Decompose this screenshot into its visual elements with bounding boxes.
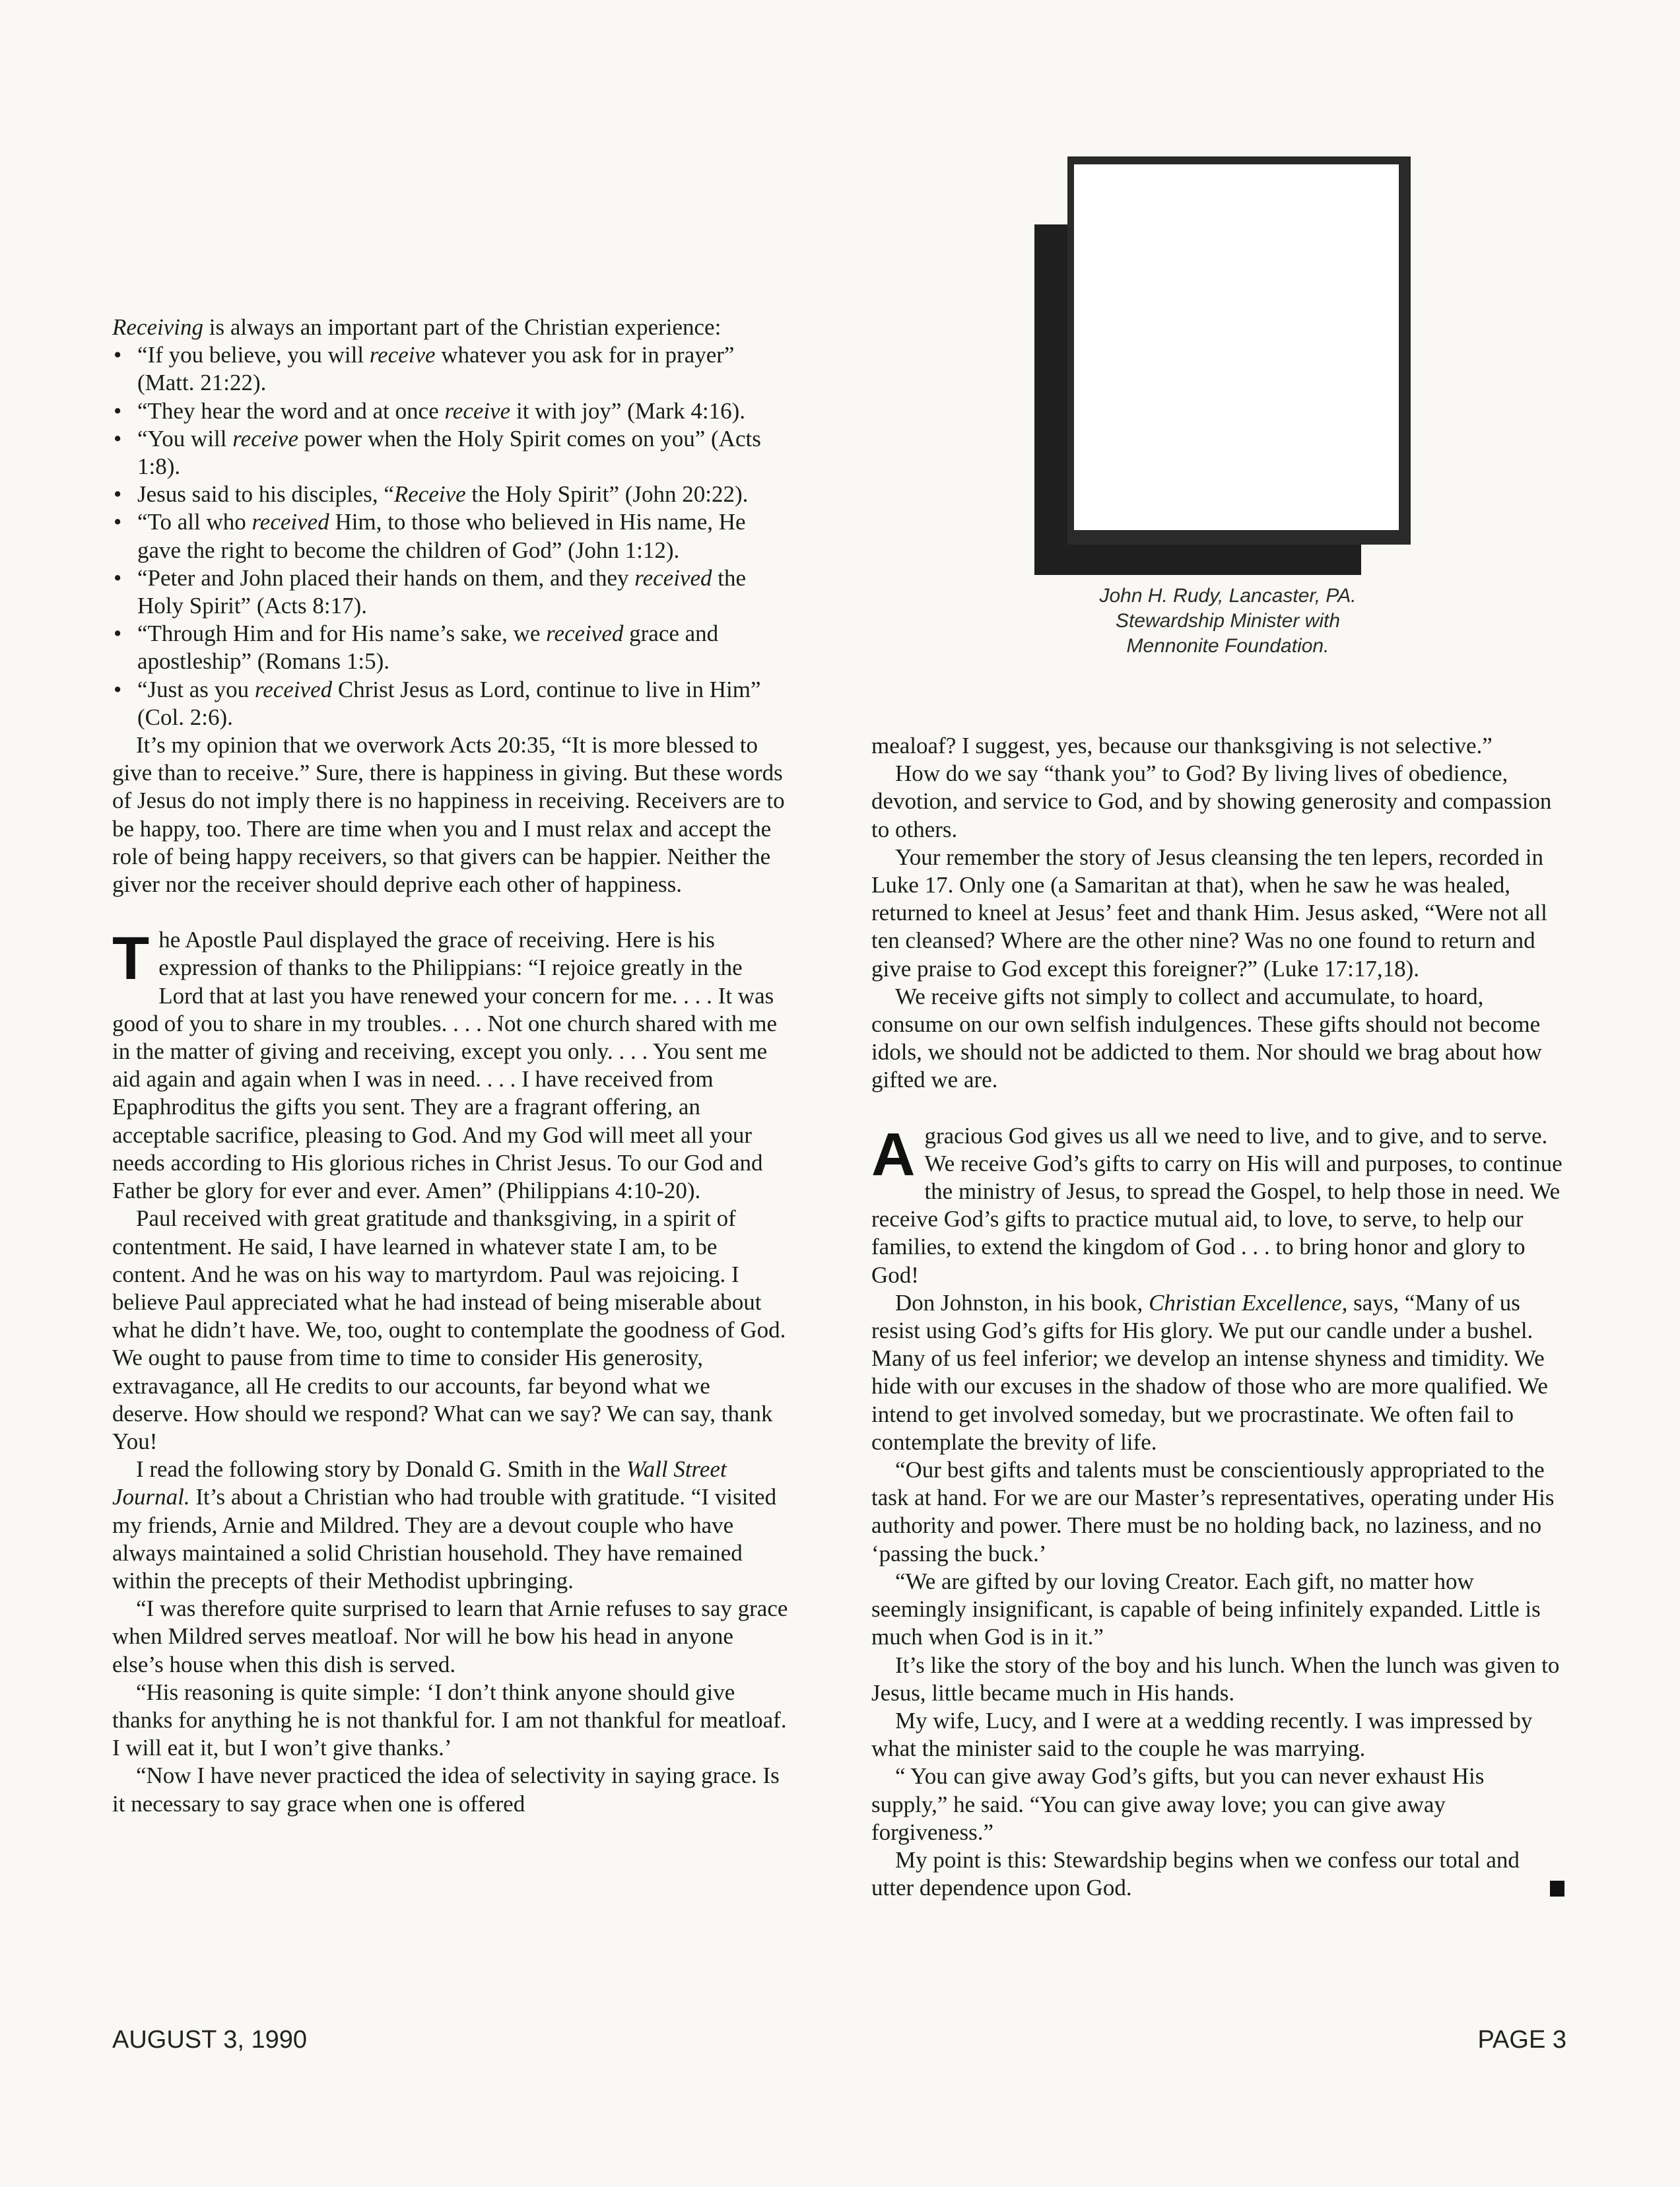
body-paragraph: mealoaf? I suggest, yes, because our thanksgiving is not selective.”	[871, 733, 1493, 758]
body-paragraph-dropcap: The Apostle Paul displayed the grace of receiving. Here is his expression of thanks to the Philippians: “I rejoice greatly in the Lord that at last you have renewed your concern for me. . . . It was good of you to share in my troubles. . . . Not one church shared with me in the matter of giving and receiving, except you only. . . . You sent me aid again and again when I was in need. . . . I have received from Epaphroditus the gifts you sent. They are a fragrant offering, an acceptable sacrifice, pleasing to God. And my God will meet all your needs according to His glorious riches in Christ Jesus. To our God and Father be glory for ever and ever. Amen” (Philippians 4:10-20).	[112, 925, 778, 1204]
footer-date: AUGUST 3, 1990	[112, 2026, 308, 2054]
caption-line: Stewardship Minister with	[1115, 610, 1341, 632]
body-paragraph: I read the following story by Donald G. Smith in the Wall Street Journal. It’s about a Christian who had trouble with gratitude. “I visited my friends, Arnie and Mildred. They are a devout couple who have always maintained a solid Christian household. They have remained within the precepts of their Methodist upbringing.	[112, 1456, 777, 1594]
photo-blank-area	[1074, 164, 1399, 530]
intro-paragraph: Receiving is always an important part of the Christian experience:	[112, 314, 722, 340]
body-paragraph: “Now I have never practiced the idea of selectivity in saying grace. Is it necessary to say grace when one is offered	[112, 1763, 780, 1817]
body-paragraph: Don Johnston, in his book, Christian Excellence, says, “Many of us resist using God’s gifts for His glory. We put our candle under a bushel. Many of us feel inferior; we develop an intense shyness and timidity. We hide with our excuses in the shadow of those who are more qualified. We intend to get involved someday, but we procrastinate. We often fail to contemplate the brevity of life.	[871, 1289, 1548, 1455]
list-item: • “They hear the word and at once receive it with joy” (Mark 4:16).	[112, 397, 789, 425]
left-column	[112, 314, 789, 1818]
body-paragraph-dropcap: Agracious God gives us all we need to live, and to give, and to serve. We receive God’s gifts to carry on His will and purposes, to continue the ministry of Jesus, to spread the Gospel, to help those in need. We receive God’s gifts to practice mutual aid, to love, to serve, to help our families, to extend the kingdom of God . . . to bring honor and glory to God!	[871, 1120, 1562, 1288]
list-item: • “If you believe, you will receive whatever you ask for in prayer” (Matt. 21:22).	[112, 341, 789, 397]
list-item: • Jesus said to his disciples, “Receive the Holy Spirit” (John 20:22).	[112, 481, 789, 508]
body-paragraph: “Our best gifts and talents must be conscientiously appropriated to the task at hand. For we are our Master’s representatives, operating under His authority and power. There must be no holding back, no laziness, and no ‘passing the buck.’	[871, 1457, 1555, 1566]
drop-cap: A	[871, 1120, 916, 1188]
photo-frame	[1067, 156, 1411, 545]
body-paragraph: “We are gifted by our loving Creator. Each gift, no matter how seemingly insignificant, is capable of being infinitely expanded. Little is much when God is in it.”	[871, 1568, 1541, 1650]
list-item: • “Just as you received Christ Jesus as Lord, continue to live in Him” (Col. 2:6).	[112, 676, 789, 731]
body-paragraph: “His reasoning is quite simple: ‘I don’t think anyone should give thanks for anything he is not thankful for. I am not thankful for meatloaf. I will eat it, but I won’t give thanks.’	[112, 1679, 787, 1761]
body-paragraph: “ You can give away God’s gifts, but you can never exhaust His supply,” he said. “You can give away love; you can give away forgiveness.”	[871, 1763, 1485, 1845]
list-item: • “You will receive power when the Holy Spirit comes on you” (Acts 1:8).	[112, 425, 789, 481]
body-paragraph: It’s my opinion that we overwork Acts 20:35, “It is more blessed to give than to receive.” Sure, there is happiness in giving. But these words of Jesus do not imply there is no happiness in receiving. Receivers are to be happy, too. There are time when you and I must relax and accept the role of being happy receivers, so that givers can be happier. Neither the giver nor the receiver should deprive each other of happiness.	[112, 732, 785, 898]
caption-line: John H. Rudy, Lancaster, PA.	[1099, 585, 1357, 607]
author-photo	[1034, 156, 1411, 576]
caption-line: Mennonite Foundation.	[1126, 635, 1329, 657]
drop-cap: T	[112, 925, 150, 993]
receive-verse-list	[112, 341, 789, 731]
list-item: • “Peter and John placed their hands on them, and they received the Holy Spirit” (Acts 8:17).	[112, 564, 789, 620]
body-paragraph: Your remember the story of Jesus cleansing the ten lepers, recorded in Luke 17. Only one (a Samaritan at that), when he saw he was healed, returned to kneel at Jesus’ feet and thank Him. Jesus asked, “Were not all ten cleansed? Where are the other nine? Was no one found to return and give praise to God except this foreigner?” (Luke 17:17,18).	[871, 844, 1547, 982]
photo-caption	[1023, 584, 1432, 659]
body-paragraph: How do we say “thank you” to God? By living lives of obedience, devotion, and service to God, and by showing generosity and compassion to others.	[871, 760, 1552, 842]
body-paragraph: We receive gifts not simply to collect and accumulate, to hoard, consume on our own selfish indulgences. These gifts should not become idols, we should not be addicted to them. Nor should we brag about how gifted we are.	[871, 983, 1542, 1093]
right-column	[871, 732, 1564, 1902]
body-paragraph: It’s like the story of the boy and his lunch. When the lunch was given to Jesus, little became much in His hands.	[871, 1652, 1560, 1706]
body-paragraph: My wife, Lucy, and I were at a wedding recently. I was impressed by what the minister said to the couple he was marrying.	[871, 1707, 1533, 1762]
end-of-article-mark	[1550, 1881, 1564, 1897]
body-paragraph: “I was therefore quite surprised to learn that Arnie refuses to say grace when Mildred serves meatloaf. Nor will he bow his head in anyone else’s house when this dish is served.	[112, 1596, 788, 1677]
list-item: • “To all who received Him, to those who believed in His name, He gave the right to become the children of God” (John 1:12).	[112, 508, 789, 564]
body-paragraph: Paul received with great gratitude and thanksgiving, in a spirit of contentment. He said, I have learned in whatever state I am, to be content. And he was on his way to martyrdom. Paul was rejoicing. I believe Paul appreciated what he had instead of being miserable about what he didn’t have. We, too, ought to contemplate the goodness of God. We ought to pause from time to time to consider His generosity, extravagance, all He credits to our accounts, far beyond what we deserve. How should we respond? What can we say? We can say, thank You!	[112, 1205, 786, 1454]
list-item: • “Through Him and for His name’s sake, we received grace and apostleship” (Romans 1:5).	[112, 620, 789, 675]
body-paragraph: My point is this: Stewardship begins when we confess our total and utter dependence upon God.	[871, 1846, 1564, 1902]
footer-page-number: PAGE 3	[1477, 2026, 1566, 2054]
